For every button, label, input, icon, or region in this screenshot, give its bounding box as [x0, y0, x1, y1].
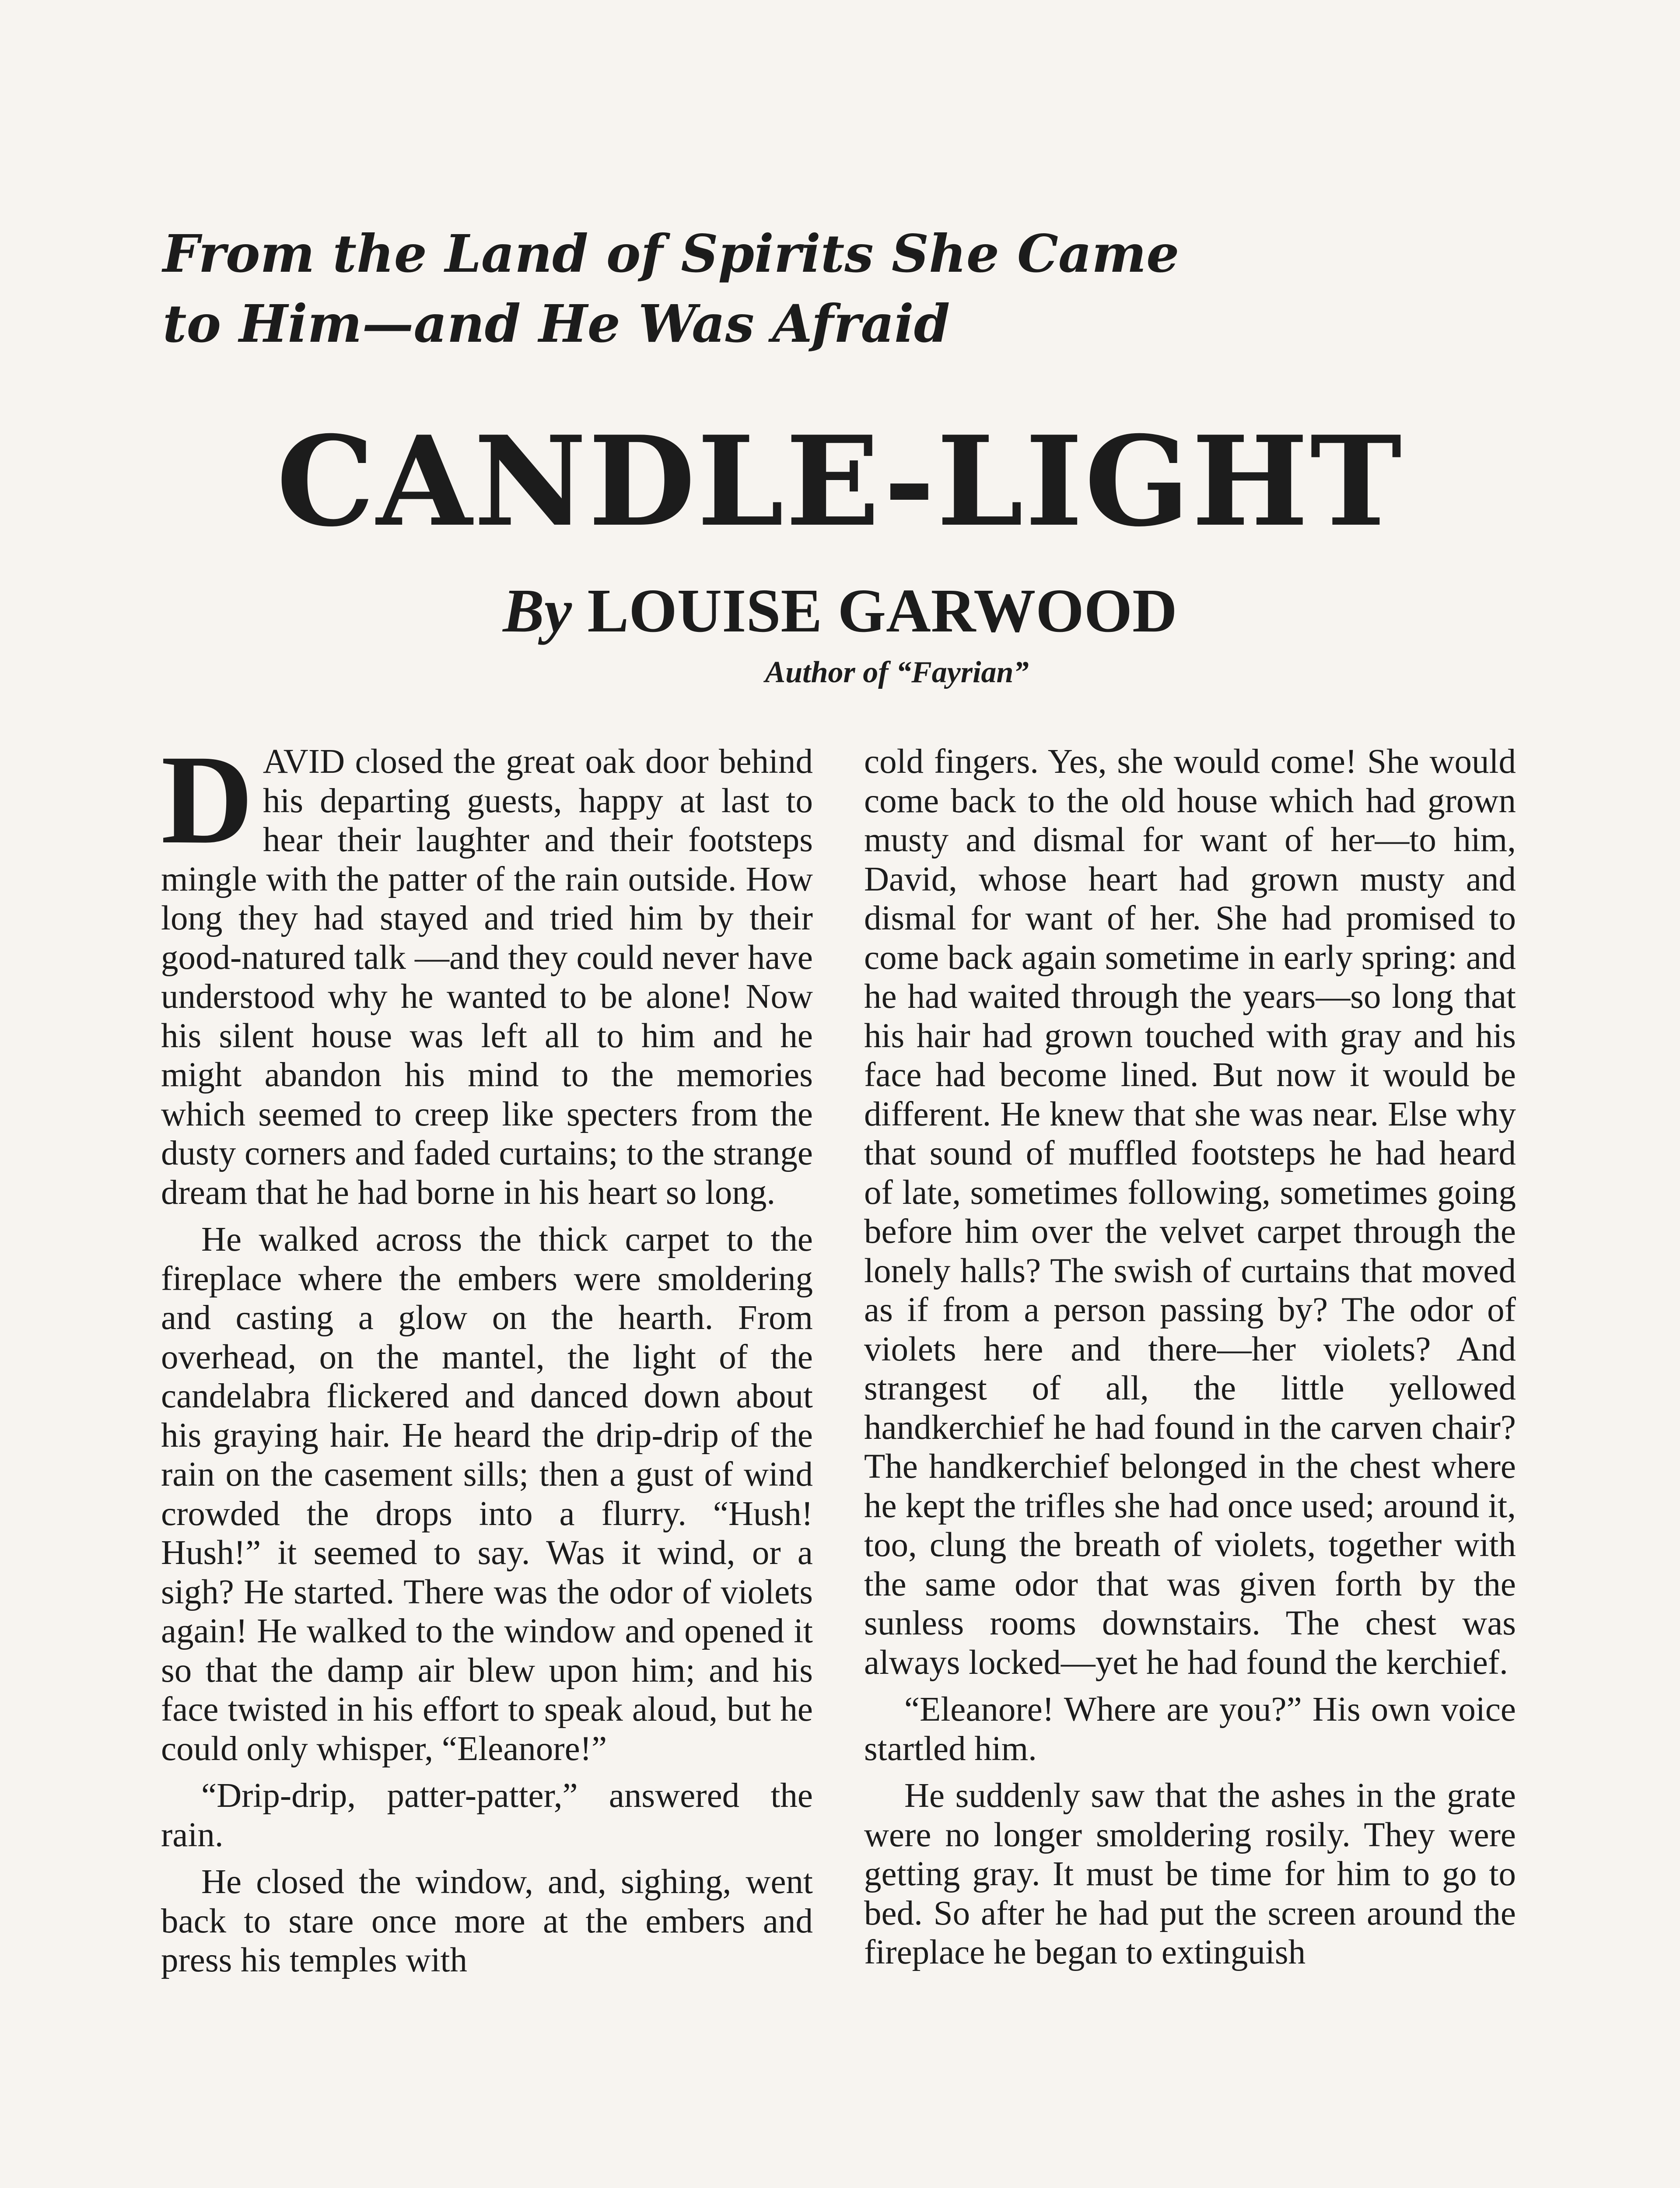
left-column — [161, 729, 813, 1988]
author-credit: Author of “Fayrian” — [765, 656, 1029, 689]
paragraph-7: He suddenly saw that the ashes in the grate were no longer smoldering rosily. They were getting gray. It must be time for him to go to bed. So after he had put the screen around the fireplace he began to extinguish — [864, 1777, 1516, 1971]
story-tagline — [163, 219, 1344, 359]
paragraph-1 — [161, 729, 813, 1212]
byline-by: By — [503, 576, 572, 645]
paragraph-4: He closed the window, and, sighing, went back to stare once more at the embers and press his temples with — [161, 1863, 813, 1979]
author-name: LOUISE GARWOOD — [587, 576, 1177, 645]
paragraph-6: “Eleanore! Where are you?” His own voice startled him. — [864, 1690, 1516, 1768]
right-column — [864, 742, 1516, 1980]
drop-cap: D — [161, 729, 253, 870]
byline — [0, 573, 1680, 648]
tagline-line-1: From the Land of Spirits She Came — [163, 223, 1180, 284]
paragraph-3: “Drip-drip, patter-patter,” answered the rain. — [161, 1777, 813, 1854]
paragraph-1-text: AVID closed the great oak door behind his departing guests, happy at last to hear their laughter and their footsteps mingle with the patter of the rain outside. How long they had stayed and tried him by their good-natured talk —and they could never have understood why he wanted to be alone! Now his silent house was left all to him and he might abandon his mind to the memories which seemed to creep like specters from the dusty corners and faded curtains; to the strange dream that he had borne in his heart so long. — [161, 743, 813, 1212]
tagline-line-2: to Him—and He Was Afraid — [163, 293, 950, 354]
story-title: CANDLE-LIGHT — [276, 409, 1404, 554]
paragraph-2: He walked across the thick carpet to the fireplace where the embers were smoldering and casting a glow on the hearth. From overhead, on the mantel, the light of the candelabra flickered and danced down about his graying hair. He heard the drip-drip of the rain on the casement sills; then a gust of wind crowded the drops into a flurry. “Hush! Hush!” it seemed to say. Was it wind, or a sigh? He started. There was the odor of violets again! He walked to the window and opened it so that the damp air blew upon him; and his face twisted in his effort to speak aloud, but he could only whisper, “Eleanore!” — [161, 1220, 813, 1768]
paragraph-5: cold fingers. Yes, she would come! She would come back to the old house which had grown musty and dismal for want of her—to him, David, whose heart had grown musty and dismal for want of her. She had promised to come back again sometime in early spring: and he had waited through the years—so long that his hair had grown touched with gray and his face had become lined. But now it would be different. He knew that she was near. Else why that sound of muffled footsteps he had heard of late, sometimes following, sometimes going before him over the velvet carpet through the lonely halls? The swish of curtains that moved as if from a person passing by? The odor of violets here and there—her violets? And strangest of all, the little yellowed handkerchief he had found in the carven chair? The handkerchief belonged in the chest where he kept the trifles she had once used; around it, too, clung the breath of violets, together with the same odor that was given forth by the sunless rooms downstairs. The chest was always locked—yet he had found the kerchief. — [864, 743, 1516, 1682]
